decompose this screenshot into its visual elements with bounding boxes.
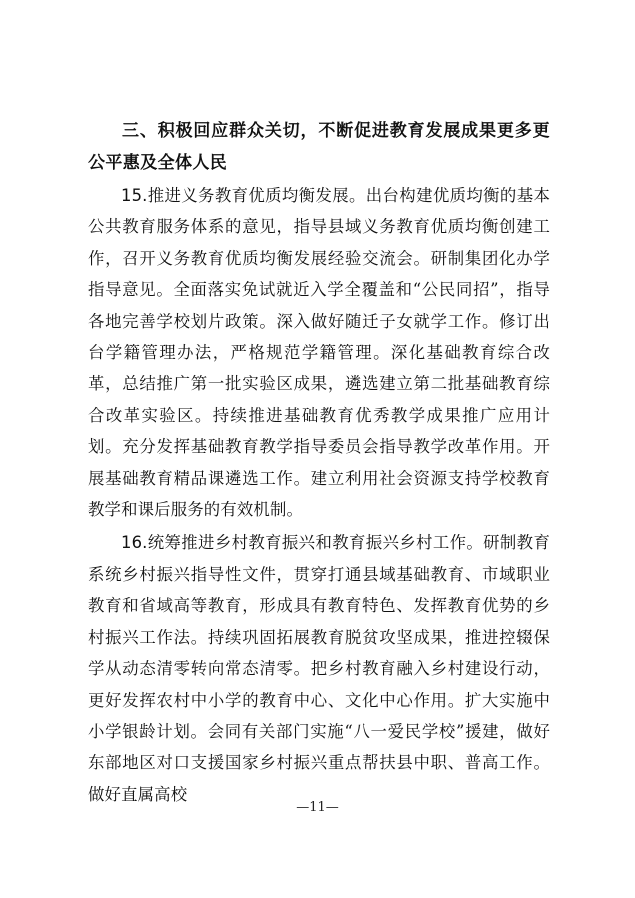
- document-body: [88, 115, 550, 812]
- paragraph-16-lead: 16.统筹推进乡村教育振兴和教育振兴乡村工作。: [121, 533, 484, 553]
- page-number: —11—: [296, 800, 339, 815]
- paragraph-16-body: 研制教育系统乡村振兴指导性文件，贯穿打通县域基础教育、市域职业教育和省域高等教育，形成具有教育特色、发挥教育优势的乡村振兴工作法。持续巩固拓展教育脱贫攻坚成果，推进控辍保学从动态清零转向常态清零。把乡村教育融入乡村建设行动，更好发挥农村中小学的教育中心、文化中心作用。扩大实施中小学银龄计划。会同有关部门实施“八一爱民学校”援建，做好东部地区对口支援国家乡村振兴重点帮扶县中职、普高工作。做好直属高校: [88, 533, 550, 804]
- section-heading: 三、积极回应群众关切，不断促进教育发展成果更多更公平惠及全体人民: [88, 121, 550, 173]
- paragraph-15-lead: 15.推进义务教育优质均衡发展。: [121, 186, 366, 205]
- paragraph-15-body: 出台构建优质均衡的基本公共教育服务体系的意见，指导县域义务教育优质均衡创建工作，召开义务教育优质均衡发展经验交流会。研制集团化办学指导意见。全面落实免试就近入学全覆盖和“公民同招”，指导各地完善学校划片政策。深入做好随迁子女就学工作。修订出台学籍管理办法，严格规范学籍管理。深化基础教育综合改革，总结推广第一批实验区成果，遴选建立第二批基础教育综合改革实验区。持续推进基础教育优秀教学成果推广应用计划。充分发挥基础教育教学指导委员会指导教学改革作用。开展基础教育精品课遴选工作。建立利用社会资源支持学校教育教学和课后服务的有效机制。: [88, 186, 551, 520]
- paragraph-16: [88, 527, 550, 810]
- paragraph-15: [88, 180, 550, 525]
